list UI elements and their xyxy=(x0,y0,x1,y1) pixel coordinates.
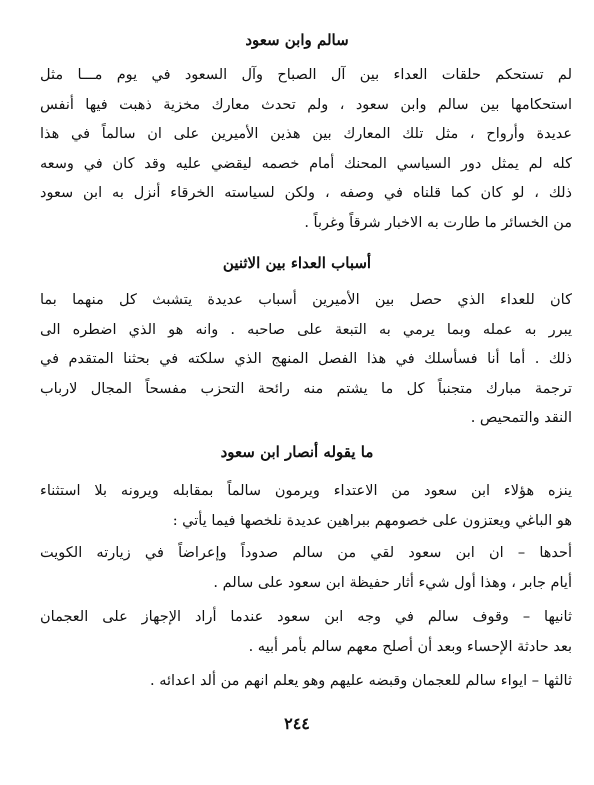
paragraph xyxy=(40,286,572,434)
text-line: ذلك . أما أنا فسأسلك في هذا الفصل المنهج الذي سلكته في بحثنا المتقدم في xyxy=(40,351,572,367)
text-line: النقد والتمحيص . xyxy=(470,410,572,426)
paragraph xyxy=(40,477,572,536)
text-line: كله لم يمثل دور السياسي المحنك أمام خصمه ليقضي عليه وقد كان في وسعه xyxy=(40,155,572,172)
text-line: أيام جابر ، وهذا أول شيء أثار حفيظة ابن سعود على سالم . xyxy=(213,574,572,591)
text-line: هو الباغي ويعتزون على خصومهم ببراهين عديدة نلخصها فيما يأتي : xyxy=(172,512,572,529)
text-line: يبرر به عمله وبما يرمي به التبعة على صاحبه . وانه هو الذي اضطره الى xyxy=(40,321,572,338)
section-heading: ما يقوله أنصار ابن سعود xyxy=(220,443,374,461)
text-line: ذلك ، لو كان كما قلناه في وصفه ، ولكن لسياسته الخرقاء أنزل به ابن سعود xyxy=(40,185,572,201)
text-line: ينزه هؤلاء ابن سعود من الاعتداء ويرمون سالماً بمقابله ويرونه بلا استثناء xyxy=(40,483,572,499)
text-line: أحدها – ان ابن سعود لقي من سالم صدوداً وإعراضاً في زيارته الكويت xyxy=(40,545,572,561)
section-heading: أسباب العداء بين الاثنين xyxy=(222,254,372,272)
paragraph xyxy=(40,61,572,238)
text-line: لم تستحكم حلقات العداء بين آل الصباح وآل السعود في يوم مـــا مثل xyxy=(40,67,572,83)
text-line: ثالثها – ايواء سالم للعجمان وقبضه عليهم وهو يعلم انهم من ألد اعدائه . xyxy=(149,673,572,689)
text-line: ثانيها – وقوف سالم في وجه ابن سعود عندما أراد الإجهاز على العجمان xyxy=(40,609,572,625)
paragraph xyxy=(40,603,572,662)
section-heading: سالم وابن سعود xyxy=(245,31,349,49)
text-line: كان للعداء الذي حصل بين الأميرين أسباب عديدة يتشبث كل منهما بما xyxy=(40,292,572,308)
paragraph xyxy=(40,667,572,697)
text-line: بعد حادثة الإحساء وبعد أن أصلح معهم سالم بأمر أبيه . xyxy=(248,638,572,655)
text-line: استحكامها بين سالم وابن سعود ، ولم تحدث معارك مخزية ذهبت فيها أنفس xyxy=(40,96,572,113)
text-line: من الخسائر ما طارت به الاخبار شرقاً وغرباً . xyxy=(304,214,572,231)
text-line: عديدة وأرواح ، مثل تلك المعارك بين هذين الأميرين على ان سالماً في هذا xyxy=(40,126,572,142)
text-line: ترجمة مبارك متجنباً كل ما يشتم منه رائحة التحزب مفسحاً المجال لارباب xyxy=(40,380,572,397)
page-number: ٢٤٤ xyxy=(284,714,310,733)
paragraph xyxy=(40,539,572,598)
